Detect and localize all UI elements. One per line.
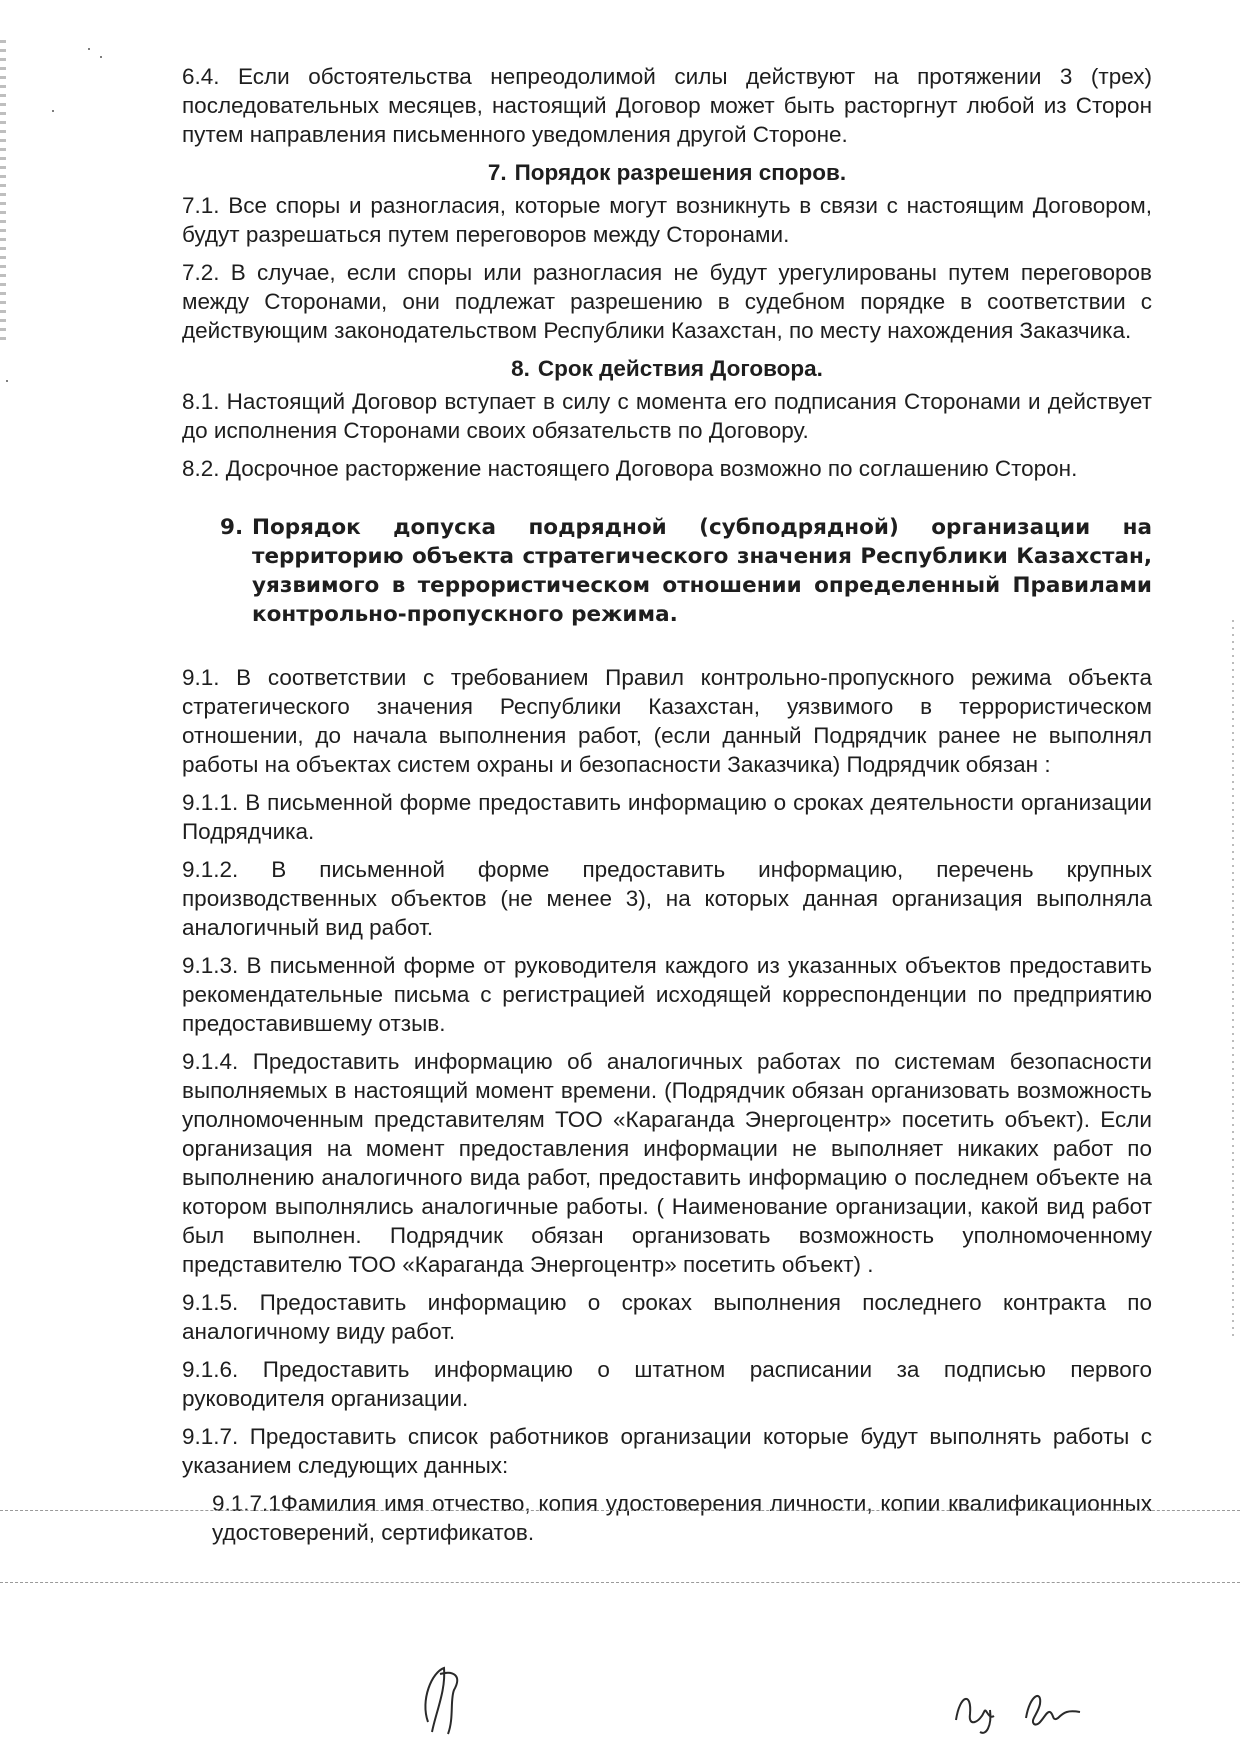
document-page [182,62,1152,1556]
paragraph-9-1-4: 9.1.4. Предоставить информацию об аналогичных работах по системам безопасности выполняемых в настоящий момент времени. (Подрядчик обязан организовать возможность уполномоченным представителям ТОО «Караганда Энергоцентр» посетить объект). Если организация на момент предоставления информации не выполняет никаких работ по выполнению аналогичного вида работ, предоставить информацию о последнем объекте на котором выполнялись аналогичные работы. ( Наименование организации, какой вид работ был выполнен. Подрядчик обязан организовать возможность уполномоченному представителю ТОО «Караганда Энергоцентр» посетить объект) . [182,1049,1152,1277]
section-number: 8. [511,356,530,381]
scan-speck [100,56,102,58]
section-number: 9. [220,515,244,540]
paragraph-9-1-6: 9.1.6. Предоставить информацию о штатном расписании за подписью первого руководителя организации. [182,1357,1152,1411]
scan-fold-line [0,1582,1240,1583]
paragraph-9-1-5: 9.1.5. Предоставить информацию о сроках выполнения последнего контракта по аналогичному виду работ. [182,1290,1152,1344]
section-title: Срок действия Договора. [537,356,823,381]
paragraph-6-4: 6.4. Если обстоятельства непреодолимой силы действуют на протяжении 3 (трех) последовательных месяцев, настоящий Договор может быть расторгнут любой из Сторон путем направления письменного уведомления другой Стороне. [182,64,1152,147]
section-number: 7. [487,160,507,185]
paragraph-9-1-7: 9.1.7. Предоставить список работников организации которые будут выполнять работы с указанием следующих данных: [182,1424,1152,1478]
section-heading-9 [220,513,1152,629]
paragraph-7-1: 7.1. Все споры и разногласия, которые могут возникнуть в связи с настоящим Договором, будут разрешаться путем переговоров между Сторонами. [182,193,1152,247]
paragraph-9-1-2: 9.1.2. В письменной форме предоставить информацию, перечень крупных производственных объектов (не менее 3), на которых данная организация выполняла аналогичный вид работ. [182,857,1152,940]
paragraph-9-1-1: 9.1.1. В письменной форме предоставить информацию о сроках деятельности организации Подрядчика. [182,790,1152,844]
paragraph-8-2: 8.2. Досрочное расторжение настоящего Договора возможно по соглашению Сторон. [182,456,1078,481]
scan-edge-artifact-right [1232,620,1234,1340]
scan-speck [88,48,90,50]
paragraph-8-1: 8.1. Настоящий Договор вступает в силу с момента его подписания Сторонами и действует до исполнения Сторонами своих обязательств по Договору. [182,389,1152,443]
section-title: Порядок допуска подрядной (субподрядной) организации на территорию объекта стратегического значения Республики Казахстан, уязвимого в террористическом отношении определенный Правилами контрольно-пропускного режима. [252,515,1152,627]
section-heading-7 [182,158,1152,187]
paragraph-9-1-3: 9.1.3. В письменной форме от руководителя каждого из указанных объектов предоставить рекомендательные письма с регистрацией исходящей корреспонденции по предприятию предоставившему отзыв. [182,953,1152,1036]
section-title: Порядок разрешения споров. [514,160,847,185]
section-heading-8 [182,354,1152,383]
scan-speck [6,380,8,382]
scan-edge-artifact [0,40,6,340]
signature-initials-left [410,1660,490,1740]
paragraph-7-2: 7.2. В случае, если споры или разногласия не будут урегулированы путем переговоров между Сторонами, они подлежат разрешению в судебном порядке в соответствии с действующим законодательством Республики Казахстан, по месту нахождения Заказчика. [182,260,1152,343]
scan-speck [52,110,54,112]
scan-fold-line [0,1510,1240,1511]
paragraph-9-1: 9.1. В соответствии с требованием Правил контрольно-пропускного режима объекта стратегического значения Республики Казахстан, уязвимого в террористическом отношении, до начала выполнения работ, (если данный Подрядчик ранее не выполнял работы на объектах систем охраны и безопасности Заказчика) Подрядчик обязан : [182,665,1152,777]
signature-initials-right [950,1680,1090,1740]
paragraph-9-1-7-1: 9.1.7.1Фамилия имя отчество, копия удостоверения личности, копии квалификационных удостоверений, сертификатов. [212,1491,1152,1545]
